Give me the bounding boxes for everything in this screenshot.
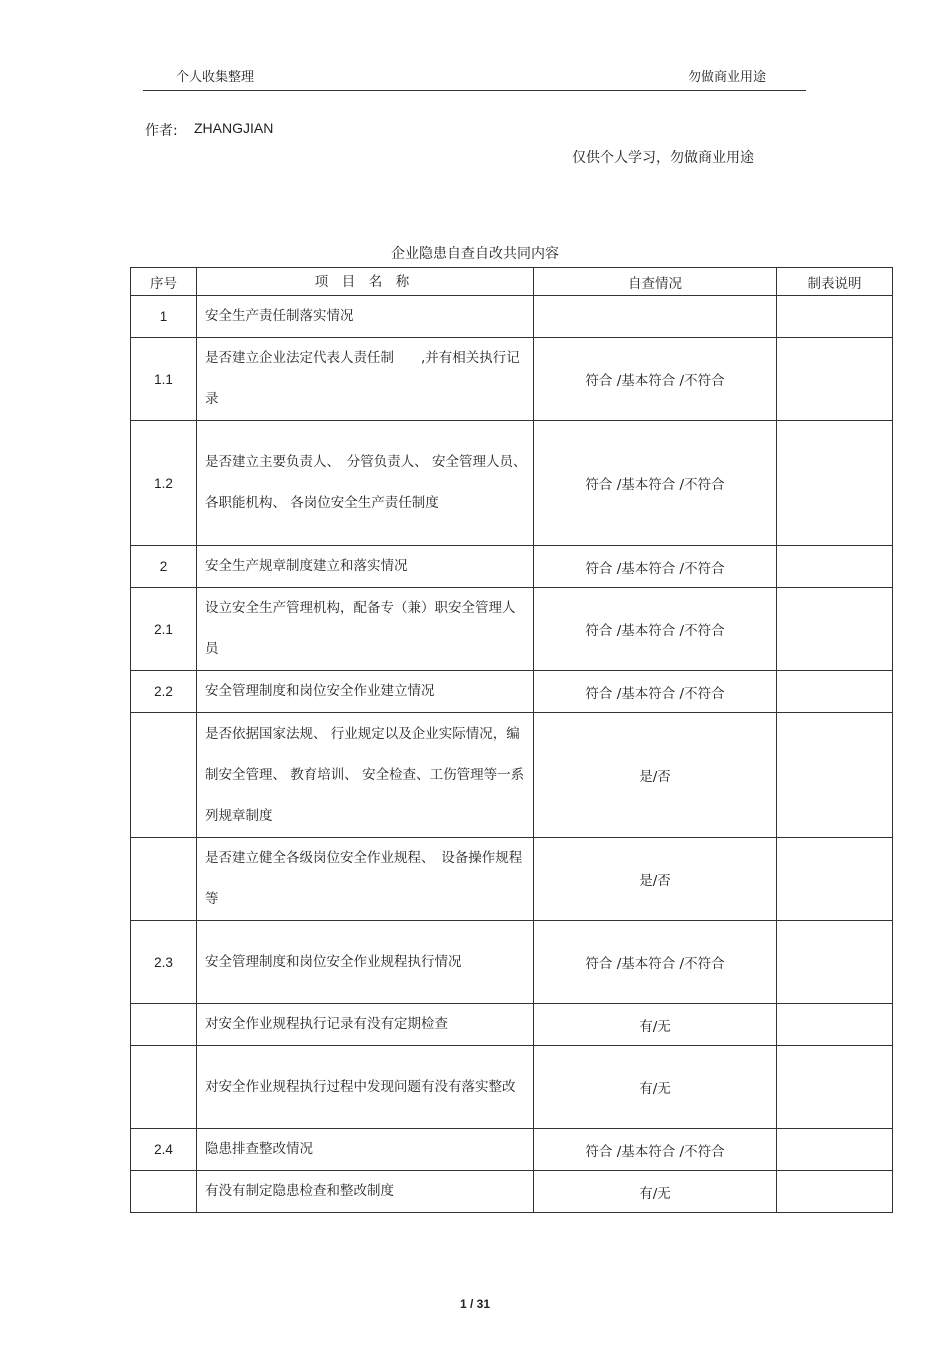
- header-left-text: 个人收集整理: [176, 70, 255, 85]
- table-row: [131, 588, 893, 671]
- row-item: 安全生产规章制度建立和落实情况: [197, 546, 534, 588]
- table-row: [131, 921, 893, 1004]
- usage-notice: 仅供个人学习，勿做商业用途: [572, 150, 754, 166]
- table-row: [131, 838, 893, 921]
- row-seq: 1.1: [131, 338, 197, 421]
- row-note: [777, 921, 893, 1004]
- column-header-item: 项 目 名 称: [197, 268, 534, 296]
- row-check: [534, 296, 777, 338]
- row-seq: [131, 838, 197, 921]
- row-note: [777, 713, 893, 838]
- row-item: 是否建立主要负责人、 分管负责人、 安全管理人员、 各职能机构、 各岗位安全生产责任制度: [197, 421, 534, 546]
- row-item: 是否建立健全各级岗位安全作业规程、 设备操作规程等: [197, 838, 534, 921]
- table-row: [131, 296, 893, 338]
- row-note: [777, 588, 893, 671]
- page-number: 1 / 31: [459, 1297, 491, 1311]
- row-seq: 2.4: [131, 1129, 197, 1171]
- table-row: [131, 1004, 893, 1046]
- row-seq: 1.2: [131, 421, 197, 546]
- row-seq: 2.3: [131, 921, 197, 1004]
- row-note: [777, 546, 893, 588]
- table-row: [131, 1171, 893, 1213]
- author-name: ZHANGJIAN: [194, 120, 274, 136]
- row-note: [777, 1046, 893, 1129]
- row-item: 对安全作业规程执行记录有没有定期检查: [197, 1004, 534, 1046]
- column-header-note: 制表说明: [777, 268, 893, 296]
- column-header-check: 自查情况: [534, 268, 777, 296]
- row-item: 安全生产责任制落实情况: [197, 296, 534, 338]
- row-seq: 2: [131, 546, 197, 588]
- row-check: 有/无: [534, 1171, 777, 1213]
- table-row: [131, 1129, 893, 1171]
- column-header-seq: 序号: [131, 268, 197, 296]
- row-note: [777, 421, 893, 546]
- row-item: 是否依据国家法规、 行业规定以及企业实际情况，编制安全管理、 教育培训、 安全检查、工伤管理等一系列规章制度: [197, 713, 534, 838]
- row-seq: [131, 1171, 197, 1213]
- row-note: [777, 838, 893, 921]
- table-title: 企业隐患自查自改共同内容: [391, 246, 559, 262]
- table-row: [131, 713, 893, 838]
- row-note: [777, 296, 893, 338]
- row-check: 符合 /基本符合 /不符合: [534, 338, 777, 421]
- row-item: 安全管理制度和岗位安全作业建立情况: [197, 671, 534, 713]
- header-divider: [143, 90, 806, 91]
- author-label: 作者:: [145, 123, 178, 139]
- row-seq: 2.1: [131, 588, 197, 671]
- row-check: 有/无: [534, 1046, 777, 1129]
- row-note: [777, 1129, 893, 1171]
- row-seq: 1: [131, 296, 197, 338]
- row-check: 符合 /基本符合 /不符合: [534, 1129, 777, 1171]
- row-item: 设立安全生产管理机构，配备专（兼）职安全管理人员: [197, 588, 534, 671]
- row-note: [777, 1171, 893, 1213]
- row-note: [777, 338, 893, 421]
- row-seq: [131, 1046, 197, 1129]
- row-note: [777, 1004, 893, 1046]
- row-seq: 2.2: [131, 671, 197, 713]
- row-item: 是否建立企业法定代表人责任制 ,并有相关执行记录: [197, 338, 534, 421]
- row-check: 符合 /基本符合 /不符合: [534, 588, 777, 671]
- row-check: 符合 /基本符合 /不符合: [534, 921, 777, 1004]
- row-check: 有/无: [534, 1004, 777, 1046]
- table-row: [131, 546, 893, 588]
- row-item: 隐患排查整改情况: [197, 1129, 534, 1171]
- self-check-table: [130, 267, 893, 1213]
- row-seq: [131, 1004, 197, 1046]
- header-right-text: 勿做商业用途: [688, 70, 767, 85]
- row-item: 安全管理制度和岗位安全作业规程执行情况: [197, 921, 534, 1004]
- table-row: [131, 1046, 893, 1129]
- row-item: 有没有制定隐患检查和整改制度: [197, 1171, 534, 1213]
- row-check: 符合 /基本符合 /不符合: [534, 671, 777, 713]
- table-header-row: [131, 268, 893, 296]
- row-note: [777, 671, 893, 713]
- row-check: 是/否: [534, 838, 777, 921]
- table-row: [131, 421, 893, 546]
- table-row: [131, 338, 893, 421]
- table-row: [131, 671, 893, 713]
- row-check: 符合 /基本符合 /不符合: [534, 546, 777, 588]
- row-item: 对安全作业规程执行过程中发现问题有没有落实整改: [197, 1046, 534, 1129]
- row-check: 符合 /基本符合 /不符合: [534, 421, 777, 546]
- row-seq: [131, 713, 197, 838]
- row-check: 是/否: [534, 713, 777, 838]
